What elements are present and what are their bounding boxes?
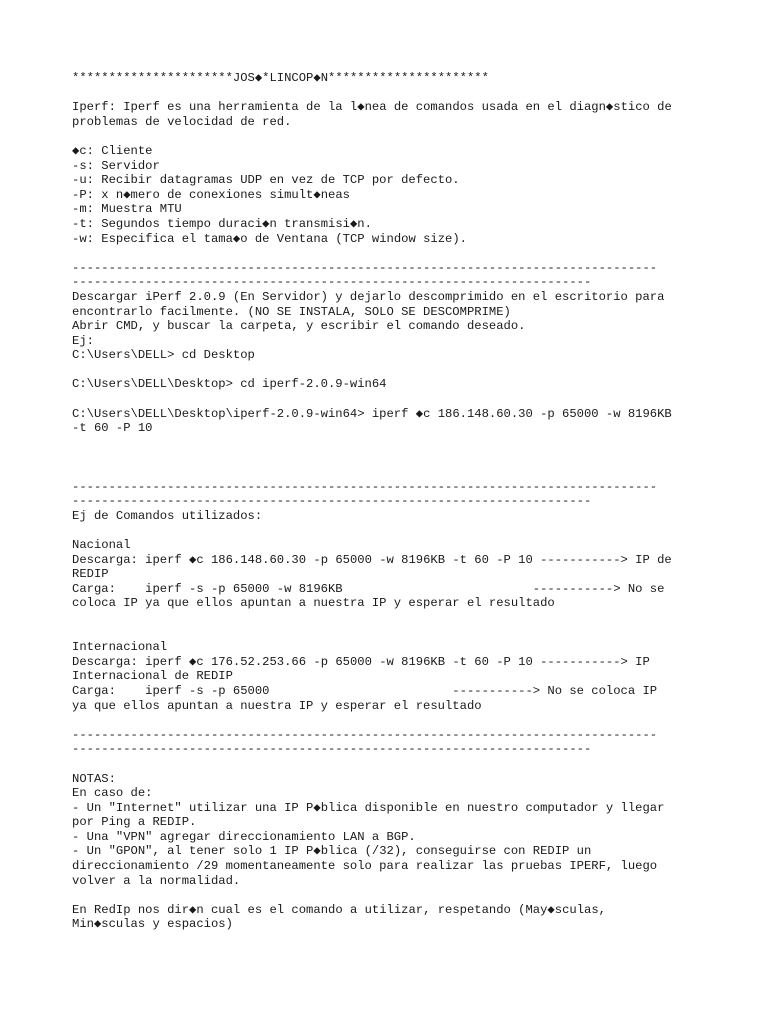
document-line: -------------------------------------------------------------------------------- (72, 479, 658, 494)
document-line: C:\Users\DELL> cd Desktop (72, 348, 255, 363)
document-line: coloca IP ya que ellos apuntan a nuestra IP y esperar el resultado (72, 596, 555, 611)
document-line: - Un "GPON", al tener solo 1 IP P◆blica (/32), conseguirse con REDIP un (72, 844, 592, 859)
document-line: Descargar iPerf 2.0.9 (En Servidor) y dejarlo descomprimido en el escritorio para (72, 289, 665, 304)
document-line: REDIP (72, 567, 109, 582)
document-line: Ej: (72, 333, 94, 348)
document-line (72, 392, 712, 407)
document-line: Descarga: iperf ◆c 176.52.253.66 -p 65000 -w 8196KB -t 60 -P 10 -----------> IP (72, 654, 650, 669)
document-line: Ej de Comandos utilizados: (72, 508, 263, 523)
document-line: por Ping a REDIP. (72, 815, 197, 830)
document-line: -P: x n◆mero de conexiones simult◆neas (72, 187, 350, 202)
document-line: problemas de velocidad de red. (72, 114, 292, 129)
document-line: -t: Segundos tiempo duraci◆n transmisi◆n. (72, 216, 372, 231)
document-line: ----------------------------------------------------------------------- (72, 742, 592, 757)
document-line (72, 363, 712, 378)
document-line (72, 129, 712, 144)
document-line: -w: Especifica el tama◆o de Ventana (TCP window size). (72, 231, 467, 246)
document-line: ya que ellos apuntan a nuestra IP y esperar el resultado (72, 698, 482, 713)
document-line: Min◆sculas y espacios) (72, 917, 233, 932)
document-line: -------------------------------------------------------------------------------- (72, 727, 658, 742)
document-line (72, 713, 712, 728)
document-line: Carga: iperf -s -p 65000 -----------> No se coloca IP (72, 683, 658, 698)
document-line: -t 60 -P 10 (72, 421, 153, 436)
document-line: Nacional (72, 538, 131, 552)
document-line: Iperf: Iperf es una herramienta de la l◆nea de comandos usada en el diagn◆stico de (72, 100, 672, 115)
document-line: En caso de: (72, 786, 153, 801)
document-line: Internacional de REDIP (72, 669, 233, 684)
document-line: **********************JOS◆*LINCOP◆N********************** (72, 71, 489, 85)
document-line (72, 465, 712, 480)
document-line: C:\Users\DELL\Desktop> cd iperf-2.0.9-win64 (72, 377, 387, 392)
document-line: Abrir CMD, y buscar la carpeta, y escribir el comando deseado. (72, 319, 526, 334)
document-line: Internacional (72, 640, 168, 655)
document-line: Descarga: iperf ◆c 186.148.60.30 -p 65000 -w 8196KB -t 60 -P 10 -----------> IP de (72, 552, 672, 567)
document-line: -u: Recibir datagramas UDP en vez de TCP por defecto. (72, 173, 460, 188)
document-line: -------------------------------------------------------------------------------- (72, 260, 658, 275)
document-line (72, 436, 712, 451)
document-line: NOTAS: (72, 771, 116, 786)
document-line: En RedIp nos dir◆n cual es el comando a utilizar, respetando (May◆sculas, (72, 902, 606, 917)
document-line: -s: Servidor (72, 158, 160, 173)
document-line: direccionamiento /29 momentaneamente solo para realizar las pruebas IPERF, luego (72, 859, 658, 874)
document-line: - Una "VPN" agregar direccionamiento LAN a BGP. (72, 829, 416, 844)
document-line: ----------------------------------------------------------------------- (72, 275, 592, 290)
document-line (72, 757, 712, 772)
document-line: -m: Muestra MTU (72, 202, 182, 217)
document-line: Carga: iperf -s -p 65000 -w 8196KB -----------> No se (72, 581, 665, 596)
document-line (72, 246, 712, 261)
document-text (72, 71, 712, 932)
document-line (72, 888, 712, 903)
document-line (72, 611, 712, 626)
document-line: volver a la normalidad. (72, 873, 241, 888)
document-line (72, 523, 712, 538)
document-line (72, 626, 712, 641)
document-line: ----------------------------------------------------------------------- (72, 494, 592, 509)
document-line (72, 450, 712, 465)
document-line: C:\Users\DELL\Desktop\iperf-2.0.9-win64> iperf ◆c 186.148.60.30 -p 65000 -w 8196KB (72, 406, 672, 421)
document-line: - Un "Internet" utilizar una IP P◆blica disponible en nuestro computador y llegar (72, 800, 665, 815)
document-line (72, 86, 712, 101)
document-line: encontrarlo facilmente. (NO SE INSTALA, SOLO SE DESCOMPRIME) (72, 304, 511, 319)
document-line: ◆c: Cliente (72, 143, 153, 158)
